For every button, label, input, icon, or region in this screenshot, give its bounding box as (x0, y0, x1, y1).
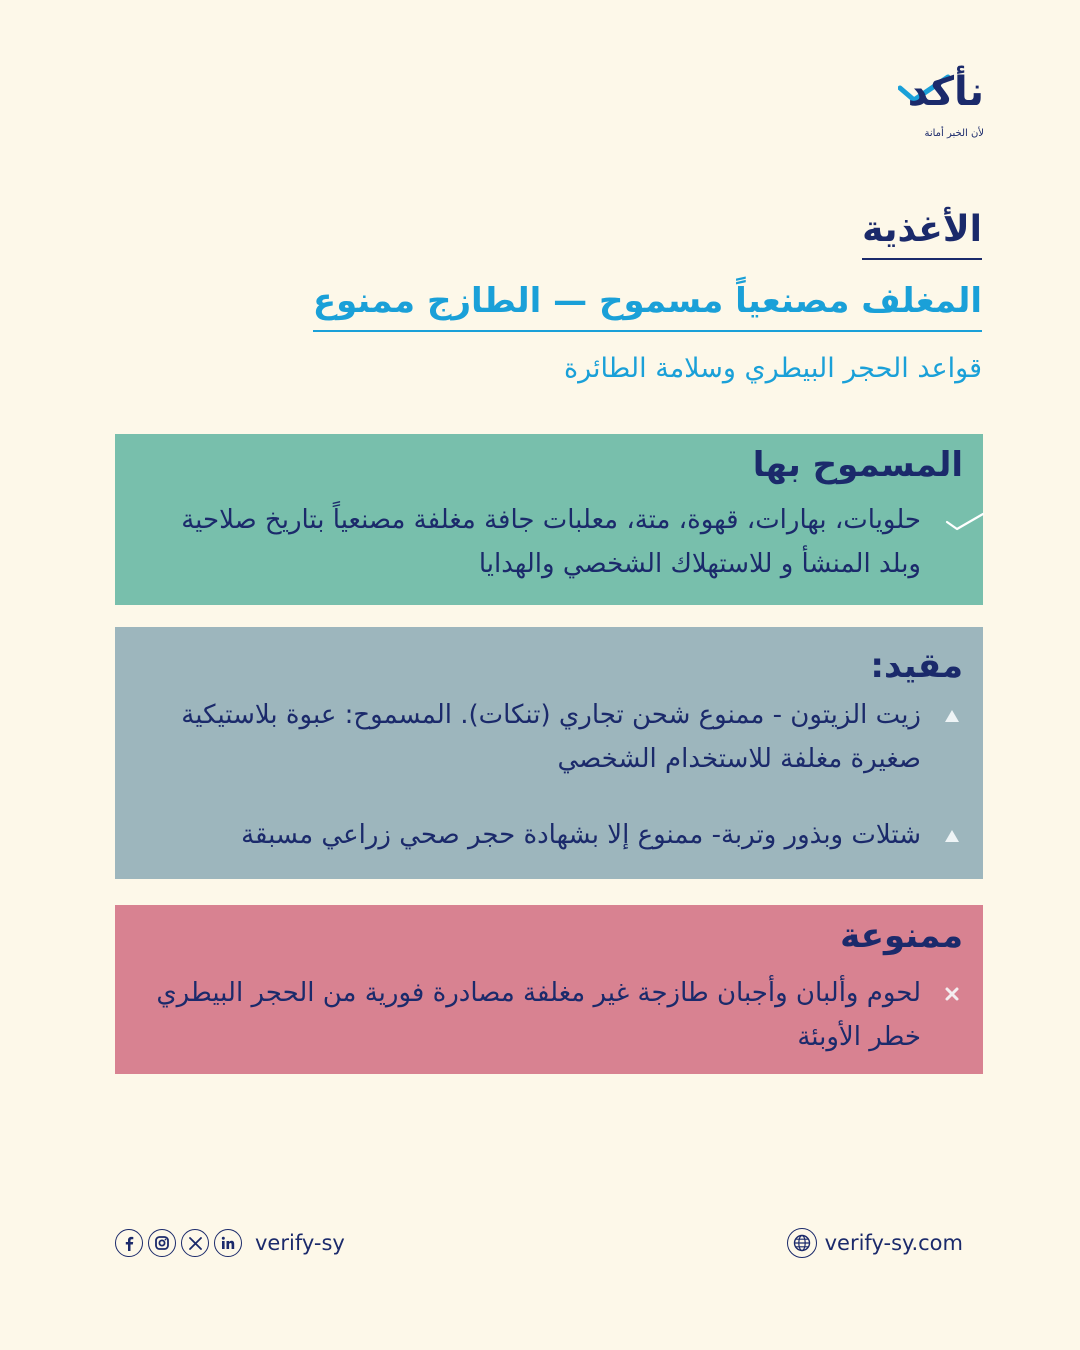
list-item-text: حلويات، بهارات، قهوة، متة، معلبات جافة مغلفة مصنعياً بتاريخ صلاحية وبلد المنشأ و للاستهلاك الشخصي والهدايا (181, 505, 921, 579)
website-link[interactable] (787, 1226, 963, 1260)
social-handle[interactable]: verify-sy (255, 1231, 345, 1255)
linkedin-icon[interactable] (214, 1229, 242, 1257)
instagram-icon[interactable] (148, 1229, 176, 1257)
social-links (115, 1226, 345, 1260)
page-subtitle: قواعد الحجر البيطري وسلامة الطائرة (563, 353, 982, 384)
list-item (143, 813, 963, 859)
triangle-icon (941, 705, 963, 727)
allowed-card (115, 434, 983, 605)
restricted-title: مقيد: (870, 646, 963, 686)
check-icon (941, 510, 963, 532)
logo-tagline: لأن الخبر أمانة (924, 128, 984, 139)
list-item (143, 971, 963, 1061)
logo (880, 68, 990, 148)
list-item-text: زيت الزيتون - ممنوع شحن تجاري (تنكات). المسموح: عبوة بلاستيكية صغيرة مغلفة للاستخدام الشخصي (181, 700, 921, 774)
facebook-icon[interactable] (115, 1229, 143, 1257)
forbidden-card (115, 905, 983, 1074)
category-heading: الأغذية (862, 212, 982, 260)
forbidden-title: ممنوعة (840, 916, 963, 956)
globe-icon (787, 1228, 817, 1258)
logo-wordmark: نأكد (907, 69, 984, 115)
website-url[interactable]: verify-sy.com (824, 1231, 963, 1255)
page-title: المغلف مصنعياً مسموح — الطازج ممنوع (313, 284, 982, 332)
restricted-card (115, 627, 983, 879)
list-item-text: شتلات وبذور وتربة- ممنوع إلا بشهادة حجر صحي زراعي مسبقة (241, 820, 921, 850)
x-icon (941, 983, 963, 1005)
allowed-title: المسموح بها (752, 445, 963, 485)
list-item (143, 693, 963, 783)
triangle-icon (941, 825, 963, 847)
x-icon[interactable] (181, 1229, 209, 1257)
list-item-text: لحوم وألبان وأجبان طازجة غير مغلفة مصادرة فورية من الحجر البيطري خطر الأوبئة (156, 978, 921, 1052)
list-item (143, 498, 963, 588)
